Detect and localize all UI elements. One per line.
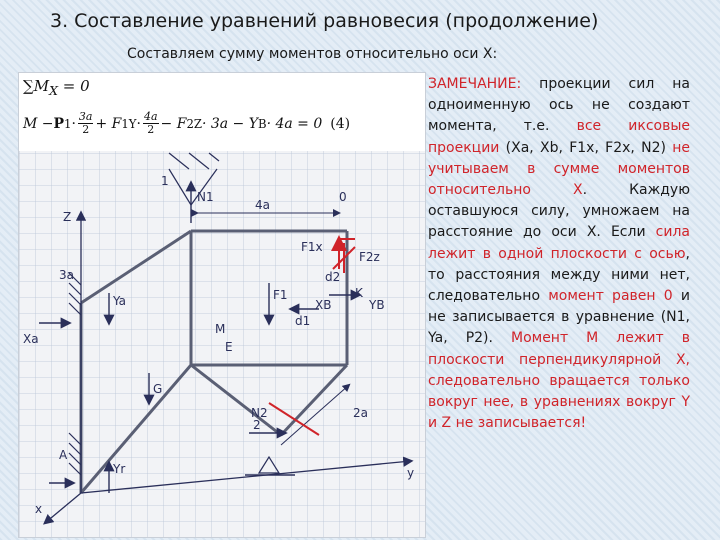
label-two: 2 [253, 418, 261, 432]
label-x: x [35, 502, 43, 516]
label-d1: d1 [295, 314, 311, 328]
label-n1: N1 [197, 190, 214, 204]
formula-box [19, 73, 425, 151]
label-a: A [59, 448, 68, 462]
fraction-4a-2: $\frac{4a}{2}$ [143, 110, 158, 136]
label-2a: 2a [353, 406, 368, 420]
equation-sum-mx: $\sum M_X = 0$ [23, 77, 90, 98]
label-xb: XB [315, 298, 332, 312]
label-k: K [355, 286, 363, 300]
label-ya: Ya [113, 294, 127, 308]
sketch-figure [18, 72, 426, 538]
equation-number: (4) [330, 115, 351, 132]
label-f1x: F1x [301, 240, 323, 254]
label-z: Z [63, 210, 72, 224]
label-yb: YB [369, 298, 385, 312]
label-d2: d2 [325, 270, 341, 284]
label-e: E [225, 340, 233, 354]
label-yr: Yr [113, 462, 126, 476]
label-zero: 0 [339, 190, 347, 204]
slide-subtitle: Составляем сумму моментов относительно оси X: [127, 46, 498, 62]
label-f2z: F2z [359, 250, 380, 264]
label-m: M [215, 322, 226, 336]
label-f1: F1 [273, 288, 288, 302]
label-xa: Xa [23, 332, 39, 346]
label-4a: 4a [255, 198, 270, 212]
label-g: G [153, 382, 163, 396]
label-y: y [407, 466, 415, 480]
label-one: 1 [161, 174, 169, 188]
remark-text: ЗАМЕЧАНИЕ: проекции сил на одноименную ось не создают момента, т.е. все иксовые проекции (Xa, Xb, F1x, F2x, N2) не учитываем в сумме моментов относительно Х. Каждую оставшуюся силу, умножаем на расстояние до оси Х. Если сила лежит в одной плоскости с осью, то расстояния между ними нет, следовательно момент равен 0 и не записывается в уравнение (N1, Ya, P2). Момент М лежит в плоскости перпендикулярной Х, следовательно вращается только вокруг нее, в уравнениях вокруг Y и Z не записывается! [428, 76, 691, 432]
fraction-3a-2: $\frac{3a}{2}$ [78, 110, 93, 136]
label-3a: 3a [59, 268, 74, 282]
equation-moments: M − P 1 · $\frac{3a}{2}$ + F 1Y · $\frac{4a}{2}$ − F 2Z · 3a − Y B · 4a = 0 (4) [23, 110, 351, 136]
slide-title: 3. Составление уравнений равновесия (продолжение) [50, 10, 599, 32]
label-n2: N2 [251, 406, 268, 420]
